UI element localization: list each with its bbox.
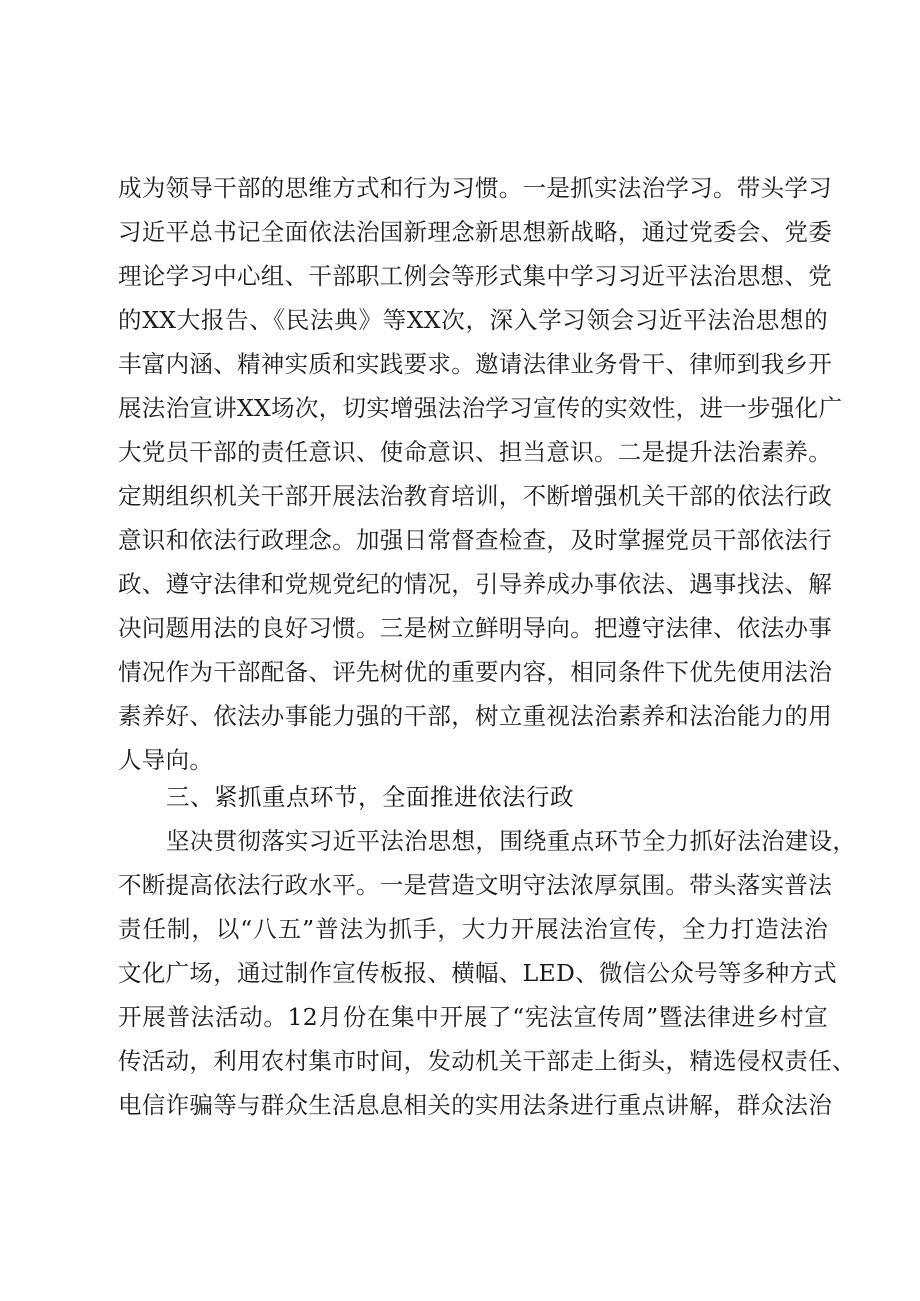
paragraph-1-line: 丰富内涵、精神实质和实践要求。邀请法律业务骨干、律师到我乡开	[118, 350, 832, 378]
paragraph-2-line: 责任制，以“八五”普法为抓手，大力开展法治宣传，全力打造法治	[118, 915, 828, 943]
paragraph-1-line: 政、遵守法律和党规党纪的情况，引导养成办事依法、遇事找法、解	[118, 570, 832, 598]
paragraph-1-line: 成为领导干部的思维方式和行为习惯。一是抓实法治学习。带头学习	[118, 174, 832, 202]
paragraph-1-line: 大党员干部的责任意识、使命意识、担当意识。二是提升法治素养。	[118, 438, 832, 466]
paragraph-1-line: 人导向。	[118, 746, 214, 774]
paragraph-2-line: 开展普法活动。12月份在集中开展了“宪法宣传周”暨法律进乡村宣	[118, 1003, 828, 1031]
paragraph-2-line: 坚决贯彻落实习近平法治思想，围绕重点环节全力抓好法治建设，	[166, 827, 857, 855]
paragraph-1-line: 情况作为干部配备、评先树优的重要内容，相同条件下优先使用法治	[118, 658, 832, 686]
paragraph-1-line: 意识和依法行政理念。加强日常督查检查，及时掌握党员干部依法行	[118, 526, 832, 554]
paragraph-1-line: 理论学习中心组、干部职工例会等形式集中学习习近平法治思想、党	[118, 262, 832, 290]
paragraph-2-line: 电信诈骗等与群众生活息息相关的实用法条进行重点讲解，群众法治	[118, 1091, 832, 1119]
section-heading: 三、紧抓重点环节，全面推进依法行政	[166, 783, 574, 811]
paragraph-2-line: 不断提高依法行政水平。一是营造文明守法浓厚氛围。带头落实普法	[118, 871, 832, 899]
paragraph-1-line: 定期组织机关干部开展法治教育培训，不断增强机关干部的依法行政	[118, 482, 832, 510]
paragraph-1-line: 的XX大报告、《民法典》等XX次，深入学习领会习近平法治思想的	[118, 306, 828, 334]
paragraph-1-line: 习近平总书记全面依法治国新理念新思想新战略，通过党委会、党委	[118, 218, 832, 246]
paragraph-2-line: 文化广场，通过制作宣传板报、横幅、LED、微信公众号等多种方式	[118, 959, 837, 987]
paragraph-2-line: 传活动，利用农村集市时间，发动机关干部走上街头，精选侵权责任、	[118, 1047, 856, 1075]
paragraph-1-line: 素养好、依法办事能力强的干部，树立重视法治素养和法治能力的用	[118, 702, 832, 730]
paragraph-1-line: 决问题用法的良好习惯。三是树立鲜明导向。把遵守法律、依法办事	[118, 614, 832, 642]
paragraph-1-line: 展法治宣讲XX场次，切实增强法治学习宣传的实效性，进一步强化广	[118, 394, 843, 422]
